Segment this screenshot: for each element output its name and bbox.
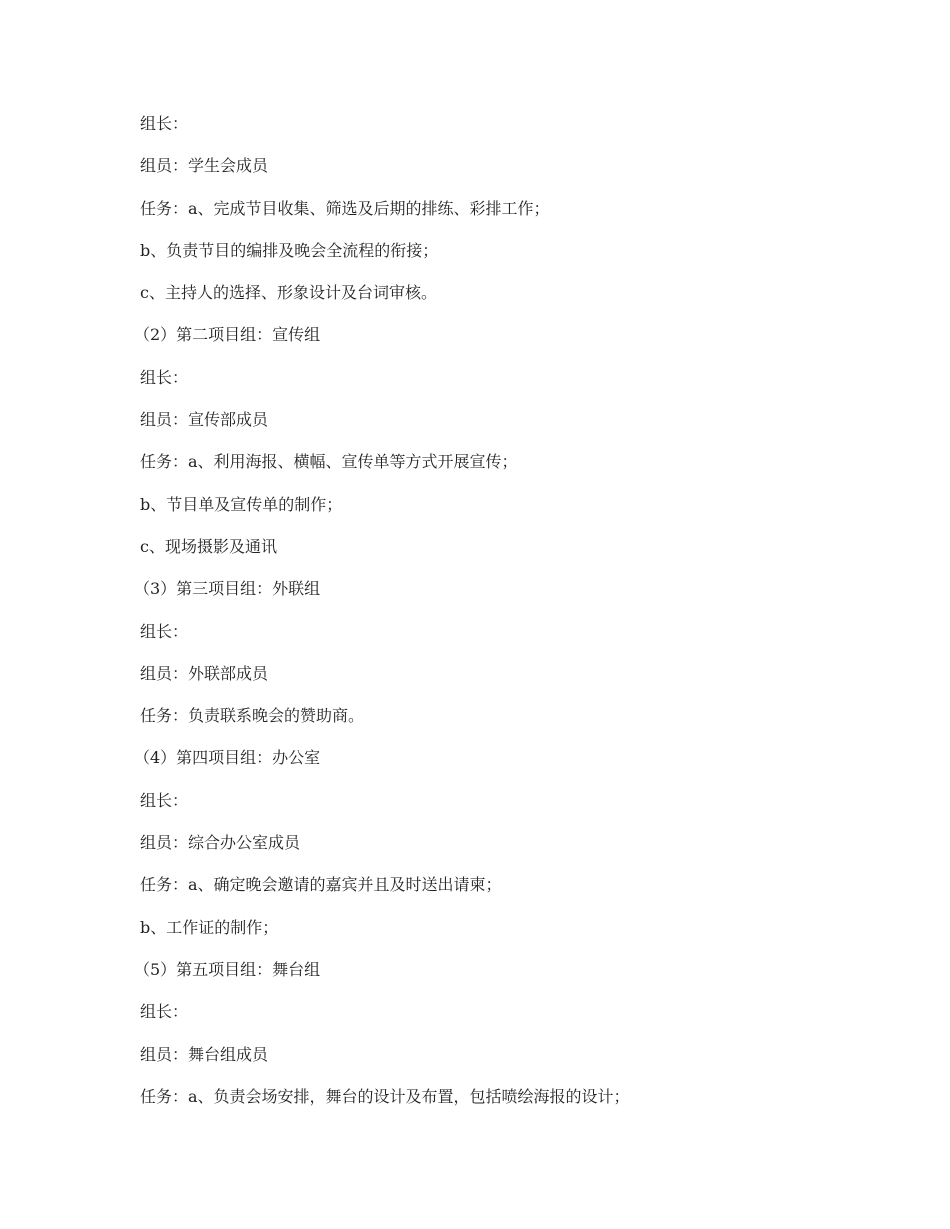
paragraph-line: 组长： [140,367,189,387]
paragraph-line: 组员：学生会成员 [140,156,269,176]
paragraph-line: 组长： [140,621,189,641]
paragraph-line: 组长： [140,114,189,133]
paragraph-line: 任务：a、确定晚会邀请的嘉宾并且及时送出请柬； [140,875,502,895]
paragraph-line: 组员：外联部成员 [140,663,269,683]
paragraph-line: 组员：宣传部成员 [140,410,269,430]
section-heading: （3）第三项目组：外联组 [134,579,321,599]
paragraph-line: 任务：a、完成节目收集、筛选及后期的排练、彩排工作； [140,198,550,218]
paragraph-line: b、负责节目的编排及晚会全流程的衔接； [140,240,439,260]
paragraph-line: 组员：综合办公室成员 [140,833,301,853]
paragraph-line: 任务：a、负责会场安排，舞台的设计及布置，包括喷绘海报的设计； [140,1086,630,1106]
section-heading: （5）第五项目组：舞台组 [134,959,321,979]
paragraph-line: c、主持人的选择、形象设计及台词审核。 [140,283,437,303]
section-heading: （2）第二项目组：宣传组 [134,325,321,345]
section-heading: （4）第四项目组：办公室 [134,748,321,768]
document-body [134,110,860,1125]
paragraph-line: c、现场摄影及通讯 [140,536,277,556]
paragraph-line: 任务：a、利用海报、横幅、宣传单等方式开展宣传； [140,452,518,472]
paragraph-line: b、节目单及宣传单的制作； [140,494,343,514]
paragraph-line: 组员：舞台组成员 [140,1044,269,1064]
paragraph-line: 组长： [140,790,189,810]
paragraph-line: 组长： [140,1002,189,1022]
paragraph-line: 任务：负责联系晚会的赞助商。 [140,706,365,726]
paragraph-line: b、工作证的制作； [140,917,279,937]
